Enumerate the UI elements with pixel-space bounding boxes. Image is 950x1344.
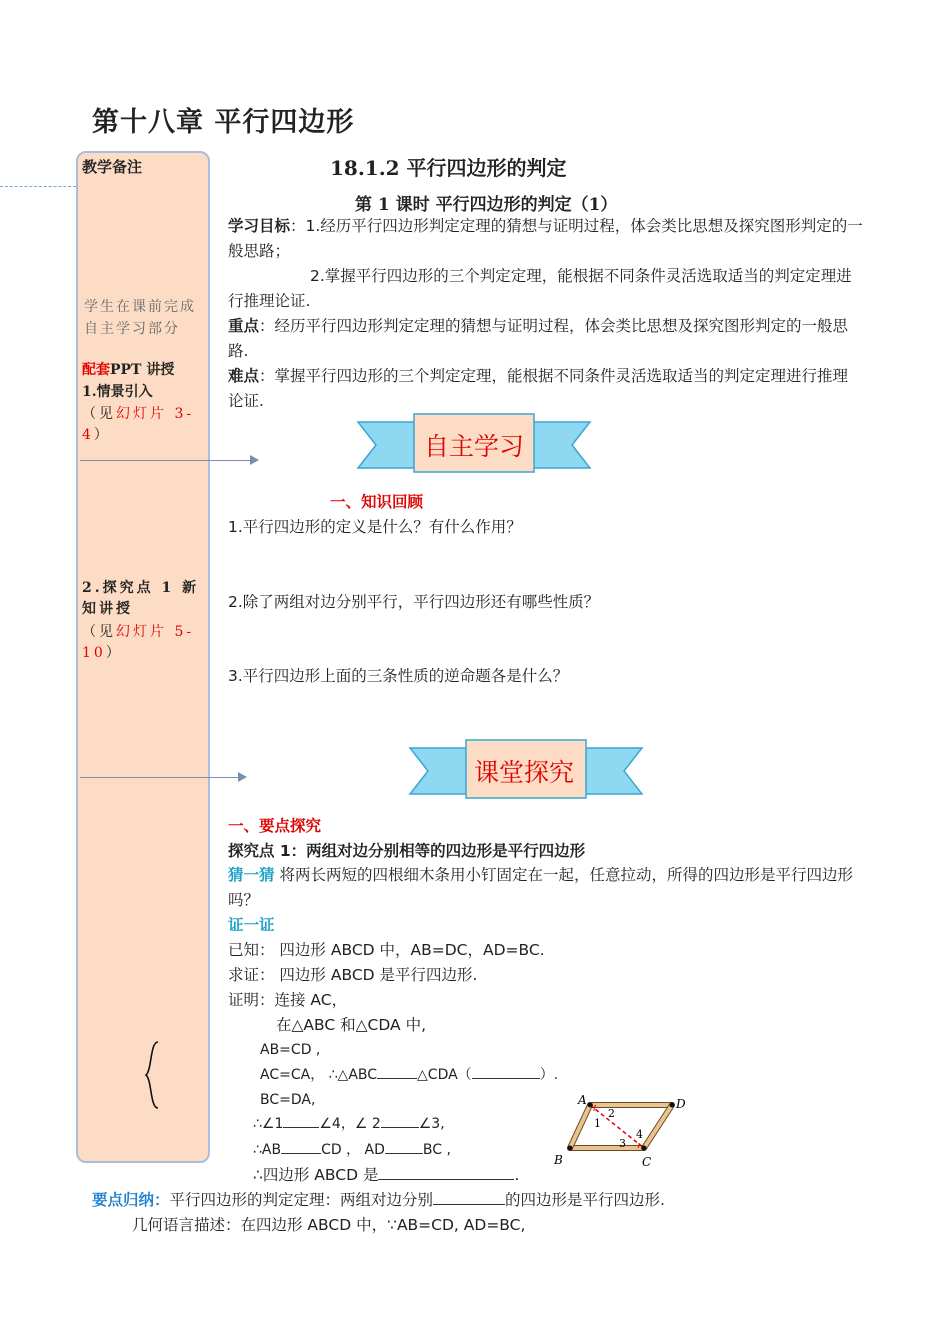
objectives-item2-block	[228, 264, 863, 314]
proof-line-2a: AC=CA， ∴△ABC	[260, 1067, 378, 1083]
step1-ref-red: 幻灯片 3-4	[82, 406, 195, 443]
step2-ref-post: ）	[105, 645, 123, 661]
ppt-label-red: 配套	[82, 362, 110, 378]
question-1: 1.平行四边形的定义是什么？有什么作用？	[228, 518, 522, 536]
objectives-item2: 2.掌握平行四边形的三个判定定理，能根据不同条件灵活选取适当的判定定理进行推理论证.	[228, 267, 852, 310]
lesson-title: 第 1 课时 平行四边形的判定（1）	[355, 195, 618, 215]
parallelogram-figure	[548, 1092, 698, 1172]
objectives-item1: ：1.经历平行四边形判定定理的猜想与证明过程，体会类比思想及探究图形判定的一般思路；	[228, 217, 863, 260]
proof-line-4	[253, 1112, 445, 1137]
explore-point-1: 探究点 1：两组对边分别相等的四边形是平行四边形	[228, 842, 586, 860]
sidebar-step2-title: 2.探究点 1 新知讲授	[82, 580, 200, 617]
proof-line-4b: ∠4，∠ 2	[319, 1116, 381, 1132]
proof-line-2b: △CDA（	[417, 1067, 472, 1083]
sidebar-pre-note: 学生在课前完成自主学习部分	[84, 299, 196, 337]
banner-self-study: 自主学习	[424, 432, 525, 461]
summary-text-a: 平行四边形的判定定理：两组对边分别	[169, 1191, 434, 1209]
vertex-c-label: C	[642, 1155, 652, 1169]
vertex-b-label: B	[554, 1153, 563, 1167]
proof-line-6a: ∴四边形 ABCD 是	[253, 1166, 379, 1184]
angle-4-label: 4	[636, 1128, 643, 1141]
summary-label: 要点归纳：	[92, 1191, 170, 1209]
chapter-title: 第十八章 平行四边形	[92, 107, 355, 138]
geo-language: 几何语言描述：在四边形 ABCD 中，∵AB=CD, AD=BC,	[132, 1216, 526, 1234]
proof-line-1: AB=CD ,	[260, 1042, 321, 1058]
guess-label: 猜一猜	[228, 866, 275, 884]
answer-blank[interactable]	[385, 1139, 423, 1154]
proof-line-2c: ）.	[539, 1067, 559, 1083]
vertex-a-label: A	[578, 1093, 587, 1107]
arrow-head-icon	[238, 772, 247, 782]
sidebar-step1-title: 1.情景引入	[82, 384, 153, 400]
angle-2-label: 2	[608, 1107, 615, 1120]
guess-text: 将两长两短的四根细木条用小钉固定在一起，任意拉动，所得的四边形是平行四边形吗？	[228, 866, 853, 909]
proof-line-2	[260, 1063, 558, 1088]
angle-3-label: 3	[619, 1137, 626, 1150]
sidebar-ppt-label	[82, 360, 174, 381]
given-statement: 已知： 四边形 ABCD 中，AB=DC，AD=BC.	[228, 941, 545, 959]
to-prove-statement: 求证： 四边形 ABCD 是平行四边形.	[228, 966, 478, 984]
review-heading: 一、知识回顾	[330, 493, 424, 511]
guess-block	[228, 863, 868, 913]
prove-label: 证一证	[228, 916, 275, 934]
step2-ref-pre: （见	[82, 624, 116, 640]
step1-ref-post: ）	[93, 427, 111, 443]
proof-start: 证明：连接 AC，	[228, 991, 348, 1009]
arrow-head-icon	[250, 455, 259, 465]
answer-blank[interactable]	[378, 1165, 514, 1180]
proof-line-4c: ∠3,	[418, 1116, 445, 1132]
ppt-label-rest: PPT 讲授	[110, 362, 175, 378]
answer-blank[interactable]	[472, 1064, 540, 1079]
summary-block	[92, 1188, 872, 1213]
angle-1-label: 1	[594, 1117, 601, 1130]
summary-text-b: 的四边形是平行四边形.	[505, 1191, 665, 1209]
difficulty-text: ：掌握平行四边形的三个判定定理，能根据不同条件灵活选取适当的判定定理进行推理论证.	[228, 367, 849, 410]
proof-line-4a: ∴∠1	[253, 1116, 284, 1132]
objectives-block	[228, 214, 863, 264]
key-point-text: ：经历平行四边形判定定理的猜想与证明过程，体会类比思想及探究图形判定的一般思路.	[228, 317, 849, 360]
sidebar-arrow-2	[80, 777, 238, 778]
vertex-d-label: D	[676, 1097, 686, 1111]
proof-line-3: BC=DA,	[260, 1092, 316, 1108]
answer-blank[interactable]	[283, 1113, 319, 1128]
proof-line-5a: ∴AB	[253, 1142, 282, 1158]
section-title: 18.1.2 平行四边形的判定	[330, 156, 567, 180]
proof-line-6	[253, 1163, 519, 1188]
sidebar-step2-ref	[82, 622, 206, 664]
dashed-guide-line	[0, 186, 76, 187]
sidebar-title: 教学备注	[82, 158, 143, 176]
proof-in-triangles: 在△ABC 和△CDA 中,	[276, 1016, 426, 1034]
proof-line-6b: .	[514, 1166, 520, 1184]
difficulty-block	[228, 364, 863, 414]
key-point-block	[228, 314, 863, 364]
answer-blank[interactable]	[281, 1139, 321, 1154]
proof-line-5c: BC ,	[422, 1142, 451, 1158]
question-3: 3.平行四边形上面的三条性质的逆命题各是什么？	[228, 667, 569, 685]
answer-blank[interactable]	[377, 1064, 417, 1079]
proof-line-5	[253, 1138, 451, 1163]
key-point-label: 重点	[228, 317, 260, 335]
answer-blank[interactable]	[381, 1113, 419, 1128]
answer-blank[interactable]	[433, 1190, 505, 1205]
objectives-label: 学习目标	[228, 217, 291, 235]
sidebar-step1-ref	[82, 404, 206, 446]
sidebar-arrow-1	[80, 460, 250, 461]
difficulty-label: 难点	[228, 367, 260, 385]
step1-ref-pre: （见	[82, 406, 116, 422]
proof-line-5b: CD ， AD	[321, 1142, 385, 1158]
step2-ref-red: 幻灯片 5-10	[82, 624, 195, 661]
banner-class-explore: 课堂探究	[474, 758, 575, 787]
brace-icon	[142, 1040, 162, 1110]
question-2: 2.除了两组对边分别平行，平行四边形还有哪些性质？	[228, 593, 600, 611]
explore-heading: 一、要点探究	[228, 817, 322, 835]
